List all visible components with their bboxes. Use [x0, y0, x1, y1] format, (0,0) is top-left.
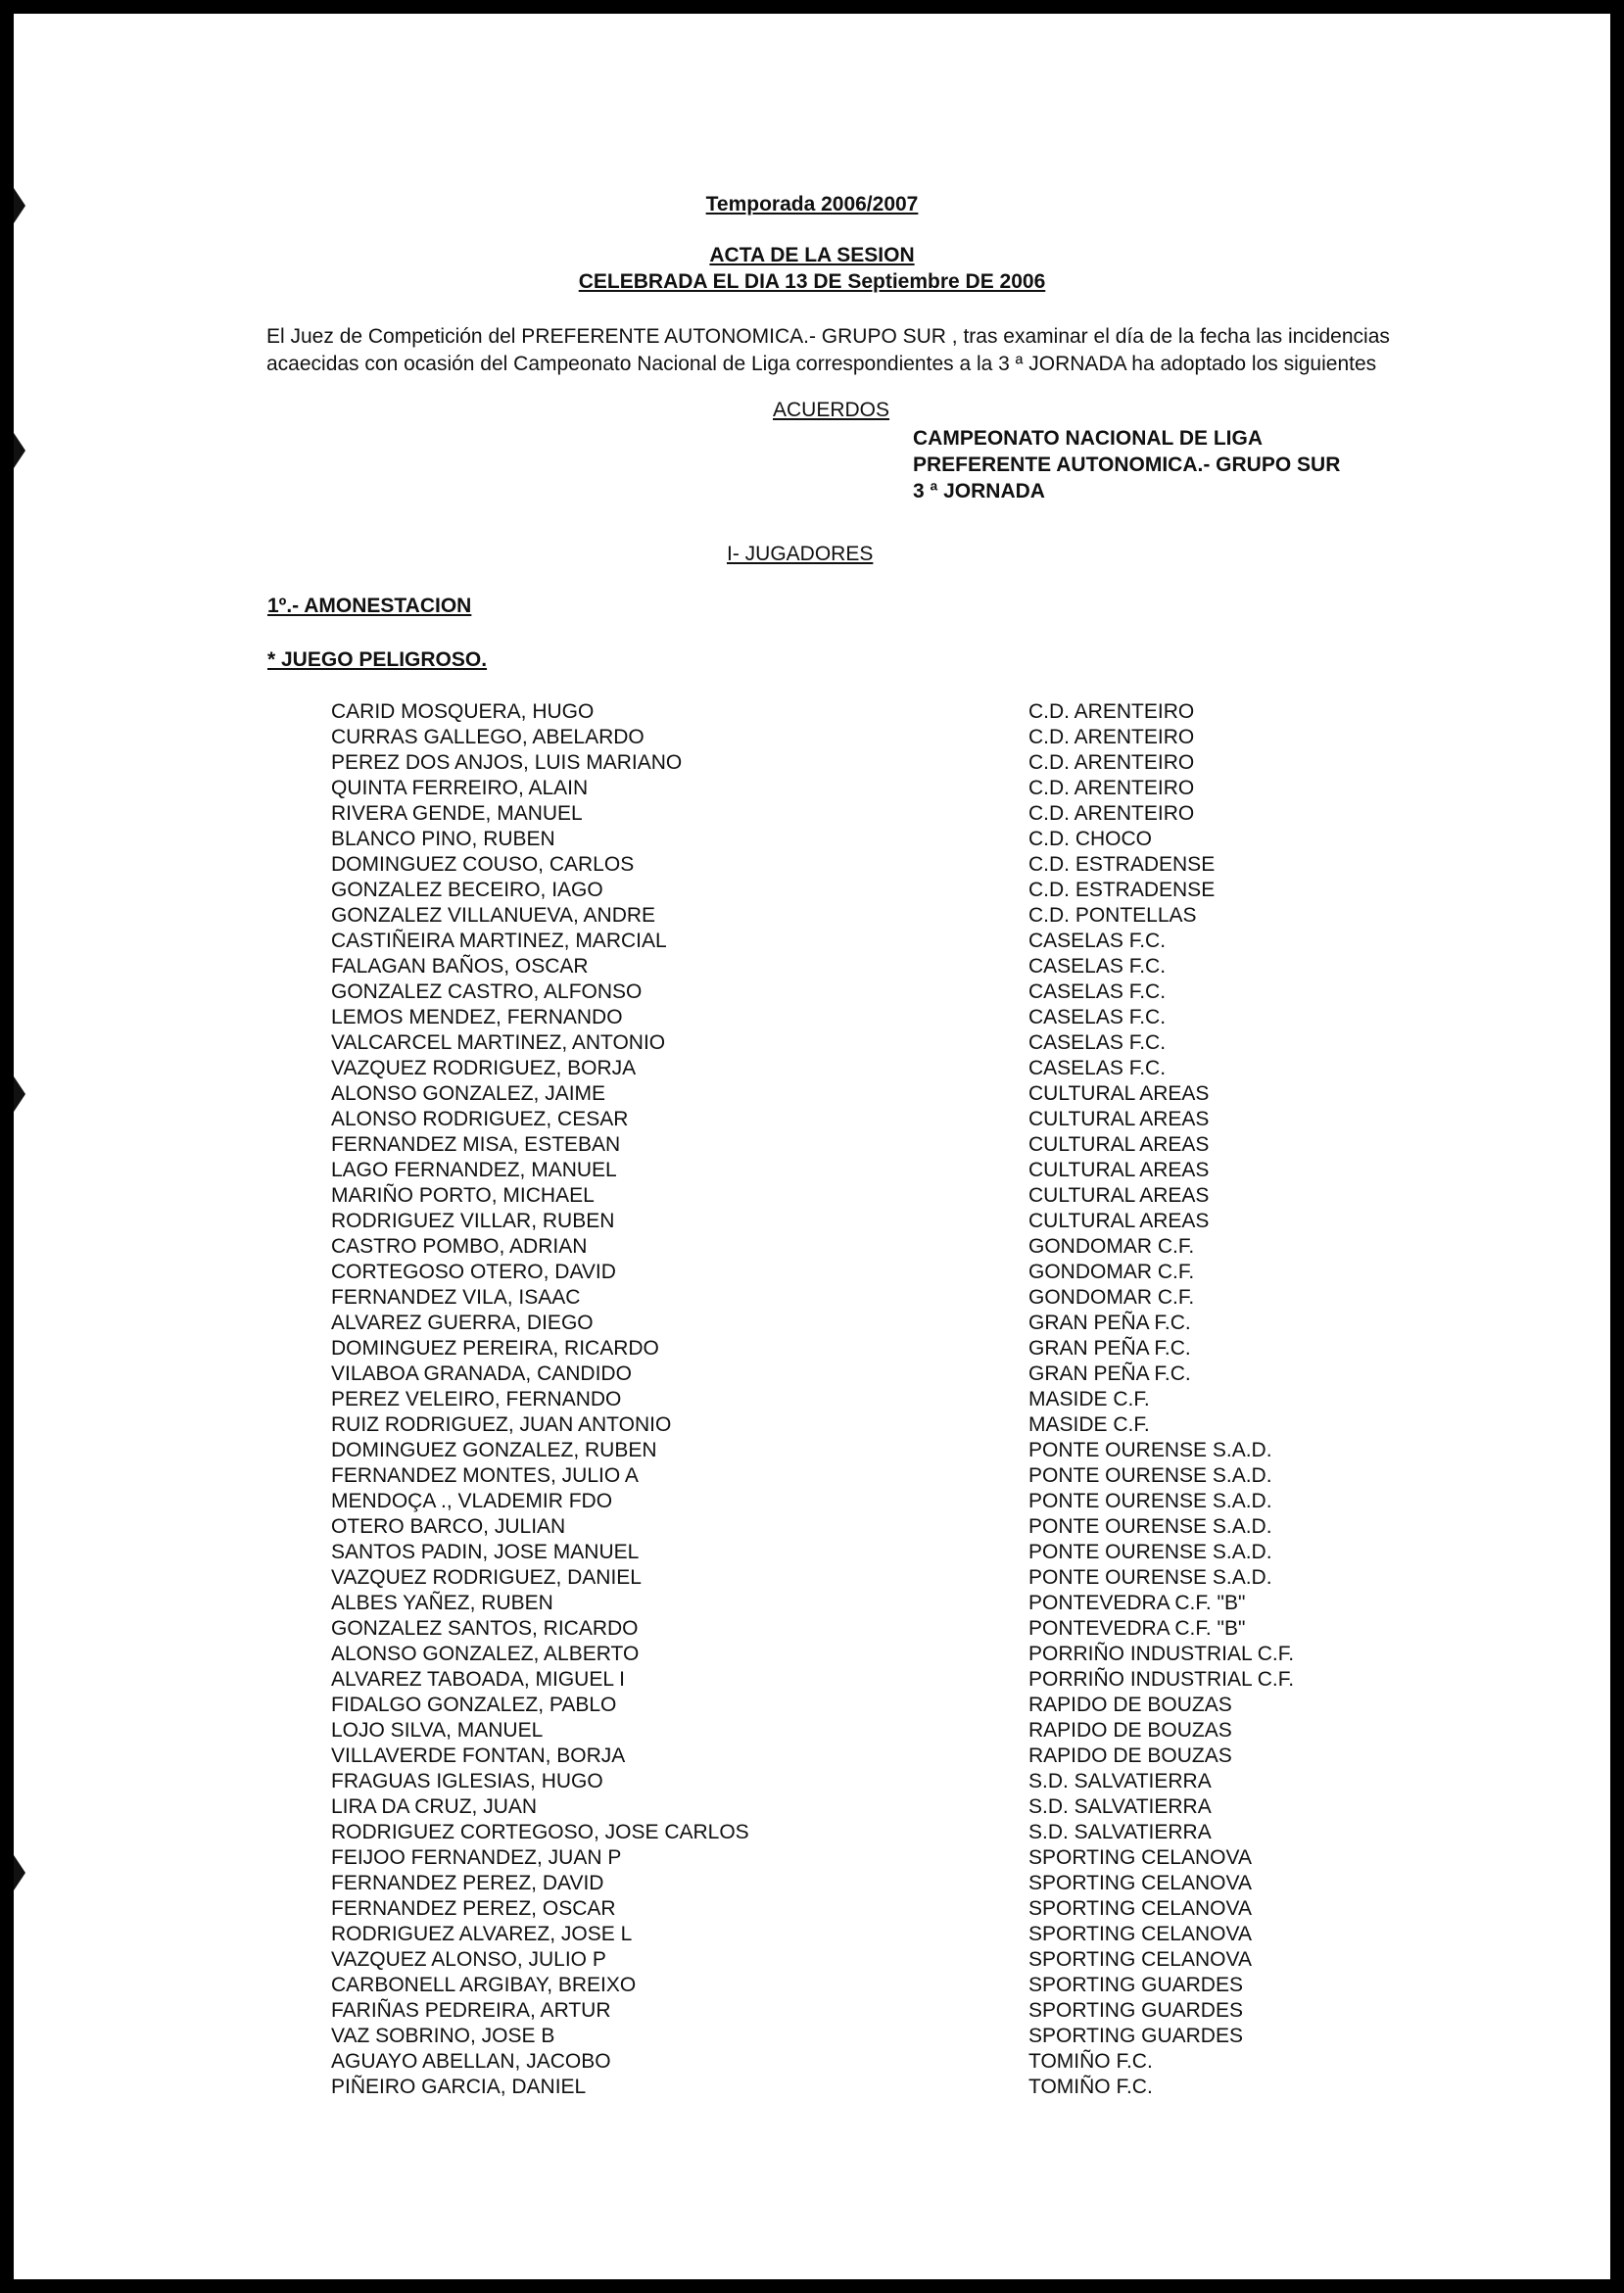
- championship-line: 3 ª JORNADA: [913, 480, 1045, 502]
- player-name: ALONSO GONZALEZ, JAIME: [331, 1082, 606, 1105]
- player-club: C.D. PONTELLAS: [1028, 904, 1197, 927]
- player-row: [331, 776, 1457, 801]
- player-club: TOMIÑO F.C.: [1028, 2050, 1153, 2073]
- player-name: GONZALEZ CASTRO, ALFONSO: [331, 980, 643, 1003]
- player-club: GRAN PEÑA F.C.: [1028, 1337, 1191, 1360]
- player-name: FARIÑAS PEDREIRA, ARTUR: [331, 1999, 611, 2022]
- player-club: CULTURAL AREAS: [1028, 1210, 1210, 1232]
- player-club: PORRIÑO INDUSTRIAL C.F.: [1028, 1643, 1295, 1665]
- player-club: CULTURAL AREAS: [1028, 1133, 1210, 1156]
- player-row: [331, 725, 1457, 750]
- player-club: MASIDE C.F.: [1028, 1388, 1150, 1410]
- player-club: S.D. SALVATIERRA: [1028, 1795, 1212, 1818]
- player-club: PONTE OURENSE S.A.D.: [1028, 1464, 1272, 1487]
- player-name: RIVERA GENDE, MANUEL: [331, 802, 583, 825]
- player-row: [331, 1005, 1457, 1030]
- player-name: ALONSO RODRIGUEZ, CESAR: [331, 1108, 629, 1130]
- player-row: [331, 1794, 1457, 1820]
- player-club: SPORTING CELANOVA: [1028, 1897, 1252, 1920]
- player-name: MENDOÇA ., VLADEMIR FDO: [331, 1490, 613, 1512]
- player-name: VILLAVERDE FONTAN, BORJA: [331, 1744, 626, 1767]
- player-name: ALBES YAÑEZ, RUBEN: [331, 1592, 553, 1614]
- player-row: [331, 903, 1457, 929]
- player-name: VILABOA GRANADA, CANDIDO: [331, 1362, 632, 1385]
- player-name: CARBONELL ARGIBAY, BREIXO: [331, 1974, 637, 1996]
- player-name: FERNANDEZ MONTES, JULIO A: [331, 1464, 639, 1487]
- player-club: TOMIÑO F.C.: [1028, 2076, 1153, 2098]
- player-row: [331, 827, 1457, 852]
- scan-edge-mark: [14, 1855, 25, 1890]
- player-club: RAPIDO DE BOUZAS: [1028, 1694, 1232, 1716]
- section-heading: I- JUGADORES: [727, 543, 874, 565]
- player-name: AGUAYO ABELLAN, JACOBO: [331, 2050, 611, 2073]
- player-club: RAPIDO DE BOUZAS: [1028, 1719, 1232, 1742]
- championship-line: PREFERENTE AUTONOMICA.- GRUPO SUR: [913, 454, 1341, 476]
- player-name: LIRA DA CRUZ, JUAN: [331, 1795, 538, 1818]
- player-club: PONTEVEDRA C.F. "B": [1028, 1617, 1246, 1640]
- player-club: GONDOMAR C.F.: [1028, 1261, 1195, 1283]
- player-row: [331, 750, 1457, 776]
- player-name: VAZ SOBRINO, JOSE B: [331, 2025, 555, 2047]
- player-name: VAZQUEZ RODRIGUEZ, BORJA: [331, 1057, 637, 1079]
- player-row: [331, 801, 1457, 827]
- scan-edge-mark: [14, 1076, 25, 1112]
- player-club: C.D. ARENTEIRO: [1028, 751, 1195, 774]
- player-name: GONZALEZ SANTOS, RICARDO: [331, 1617, 639, 1640]
- player-row: [331, 1667, 1457, 1693]
- player-name: CORTEGOSO OTERO, DAVID: [331, 1261, 616, 1283]
- intro-paragraph: [266, 323, 1491, 378]
- player-name: CASTIÑEIRA MARTINEZ, MARCIAL: [331, 930, 667, 952]
- document-page: [14, 14, 1610, 2279]
- player-row: [331, 1336, 1457, 1361]
- player-club: S.D. SALVATIERRA: [1028, 1770, 1212, 1792]
- player-club: CASELAS F.C.: [1028, 955, 1167, 978]
- player-row: [331, 954, 1457, 979]
- championship-line: CAMPEONATO NACIONAL DE LIGA: [913, 427, 1264, 450]
- player-row: [331, 2024, 1457, 2049]
- player-row: [331, 1463, 1457, 1489]
- player-row: [331, 1514, 1457, 1540]
- player-club: CASELAS F.C.: [1028, 1006, 1167, 1028]
- player-club: PONTE OURENSE S.A.D.: [1028, 1566, 1272, 1589]
- player-row: [331, 1260, 1457, 1285]
- player-row: [331, 1871, 1457, 1896]
- player-name: GONZALEZ BECEIRO, IAGO: [331, 879, 603, 901]
- player-club: MASIDE C.F.: [1028, 1413, 1150, 1436]
- player-name: ALONSO GONZALEZ, ALBERTO: [331, 1643, 640, 1665]
- player-row: [331, 1998, 1457, 2024]
- player-row: [331, 699, 1457, 725]
- player-club: C.D. ARENTEIRO: [1028, 726, 1195, 748]
- player-club: PORRIÑO INDUSTRIAL C.F.: [1028, 1668, 1295, 1691]
- intro-line: El Juez de Competición del PREFERENTE AUTONOMICA.- GRUPO SUR , tras examinar el día de la fecha las incidencias: [266, 325, 1390, 348]
- player-name: VAZQUEZ ALONSO, JULIO P: [331, 1948, 606, 1971]
- player-row: [331, 1769, 1457, 1794]
- player-name: FERNANDEZ PEREZ, DAVID: [331, 1872, 604, 1894]
- player-row: [331, 1489, 1457, 1514]
- player-row: [331, 1132, 1457, 1158]
- player-row: [331, 1616, 1457, 1642]
- player-name: GONZALEZ VILLANUEVA, ANDRE: [331, 904, 656, 927]
- scan-edge-mark: [14, 433, 25, 468]
- player-club: SPORTING GUARDES: [1028, 2025, 1243, 2047]
- player-name: RUIZ RODRIGUEZ, JUAN ANTONIO: [331, 1413, 672, 1436]
- player-name: RODRIGUEZ CORTEGOSO, JOSE CARLOS: [331, 1821, 749, 1843]
- player-name: DOMINGUEZ GONZALEZ, RUBEN: [331, 1439, 657, 1461]
- player-row: [331, 929, 1457, 954]
- player-row: [331, 1183, 1457, 1209]
- player-club: CULTURAL AREAS: [1028, 1184, 1210, 1207]
- player-name: VAZQUEZ RODRIGUEZ, DANIEL: [331, 1566, 642, 1589]
- player-club: SPORTING CELANOVA: [1028, 1923, 1252, 1945]
- player-name: VALCARCEL MARTINEZ, ANTONIO: [331, 1031, 666, 1054]
- player-club: C.D. ARENTEIRO: [1028, 802, 1195, 825]
- player-row: [331, 2075, 1457, 2100]
- player-name: FEIJOO FERNANDEZ, JUAN P: [331, 1846, 622, 1869]
- player-club: SPORTING GUARDES: [1028, 1999, 1243, 2022]
- player-name: RODRIGUEZ VILLAR, RUBEN: [331, 1210, 615, 1232]
- player-name: PIÑEIRO GARCIA, DANIEL: [331, 2076, 587, 2098]
- player-club: GRAN PEÑA F.C.: [1028, 1362, 1191, 1385]
- player-club: C.D. ARENTEIRO: [1028, 777, 1195, 799]
- player-club: PONTE OURENSE S.A.D.: [1028, 1439, 1272, 1461]
- player-club: GONDOMAR C.F.: [1028, 1235, 1195, 1258]
- player-name: FERNANDEZ MISA, ESTEBAN: [331, 1133, 621, 1156]
- player-row: [331, 1642, 1457, 1667]
- player-club: RAPIDO DE BOUZAS: [1028, 1744, 1232, 1767]
- player-row: [331, 1540, 1457, 1565]
- player-row: [331, 1412, 1457, 1438]
- player-row: [331, 1845, 1457, 1871]
- player-club: CASELAS F.C.: [1028, 930, 1167, 952]
- player-club: GONDOMAR C.F.: [1028, 1286, 1195, 1309]
- player-row: [331, 2049, 1457, 2075]
- player-name: LAGO FERNANDEZ, MANUEL: [331, 1159, 617, 1181]
- player-row: [331, 1744, 1457, 1769]
- player-row: [331, 1565, 1457, 1591]
- player-club: GRAN PEÑA F.C.: [1028, 1312, 1191, 1334]
- player-club: C.D. CHOCO: [1028, 828, 1152, 850]
- player-name: LOJO SILVA, MANUEL: [331, 1719, 544, 1742]
- player-club: CULTURAL AREAS: [1028, 1159, 1210, 1181]
- player-row: [331, 1107, 1457, 1132]
- player-name: PEREZ VELEIRO, FERNANDO: [331, 1388, 622, 1410]
- player-row: [331, 1591, 1457, 1616]
- player-club: C.D. ESTRADENSE: [1028, 853, 1216, 876]
- player-club: C.D. ARENTEIRO: [1028, 700, 1195, 723]
- player-name: ALVAREZ GUERRA, DIEGO: [331, 1312, 594, 1334]
- player-row: [331, 1693, 1457, 1718]
- player-row: [331, 1361, 1457, 1387]
- player-name: RODRIGUEZ ALVAREZ, JOSE L: [331, 1923, 633, 1945]
- player-row: [331, 1947, 1457, 1973]
- player-row: [331, 1209, 1457, 1234]
- player-club: S.D. SALVATIERRA: [1028, 1821, 1212, 1843]
- acta-heading: ACTA DE LA SESION: [709, 244, 915, 266]
- player-name: BLANCO PINO, RUBEN: [331, 828, 555, 850]
- player-club: CASELAS F.C.: [1028, 980, 1167, 1003]
- player-name: CASTRO POMBO, ADRIAN: [331, 1235, 588, 1258]
- players-list: [331, 699, 1457, 2100]
- player-row: [331, 1311, 1457, 1336]
- player-name: QUINTA FERREIRO, ALAIN: [331, 777, 589, 799]
- player-name: FALAGAN BAÑOS, OSCAR: [331, 955, 589, 978]
- player-row: [331, 878, 1457, 903]
- category-heading: * JUEGO PELIGROSO.: [267, 648, 488, 671]
- player-row: [331, 1030, 1457, 1056]
- player-row: [331, 1234, 1457, 1260]
- player-club: C.D. ESTRADENSE: [1028, 879, 1216, 901]
- championship-block: [913, 425, 1340, 504]
- acuerdos-heading: ACUERDOS: [773, 399, 890, 421]
- player-club: PONTE OURENSE S.A.D.: [1028, 1515, 1272, 1538]
- player-name: SANTOS PADIN, JOSE MANUEL: [331, 1541, 640, 1563]
- player-club: PONTE OURENSE S.A.D.: [1028, 1541, 1272, 1563]
- player-club: CASELAS F.C.: [1028, 1031, 1167, 1054]
- player-row: [331, 1438, 1457, 1463]
- player-row: [331, 979, 1457, 1005]
- intro-line: acaecidas con ocasión del Campeonato Nacional de Liga correspondientes a la 3 ª JORNADA ha adoptado los siguientes: [266, 353, 1377, 375]
- player-row: [331, 1158, 1457, 1183]
- player-name: MARIÑO PORTO, MICHAEL: [331, 1184, 595, 1207]
- player-name: PEREZ DOS ANJOS, LUIS MARIANO: [331, 751, 683, 774]
- player-club: SPORTING CELANOVA: [1028, 1872, 1252, 1894]
- player-row: [331, 1973, 1457, 1998]
- player-name: ALVAREZ TABOADA, MIGUEL I: [331, 1668, 625, 1691]
- player-club: SPORTING CELANOVA: [1028, 1846, 1252, 1869]
- player-club: CASELAS F.C.: [1028, 1057, 1167, 1079]
- player-name: FERNANDEZ PEREZ, OSCAR: [331, 1897, 616, 1920]
- player-row: [331, 1922, 1457, 1947]
- player-name: CURRAS GALLEGO, ABELARDO: [331, 726, 645, 748]
- player-name: DOMINGUEZ COUSO, CARLOS: [331, 853, 635, 876]
- player-row: [331, 1820, 1457, 1845]
- player-row: [331, 1285, 1457, 1311]
- player-name: OTERO BARCO, JULIAN: [331, 1515, 566, 1538]
- player-row: [331, 1896, 1457, 1922]
- player-club: CULTURAL AREAS: [1028, 1108, 1210, 1130]
- player-name: LEMOS MENDEZ, FERNANDO: [331, 1006, 623, 1028]
- player-row: [331, 1387, 1457, 1412]
- player-club: CULTURAL AREAS: [1028, 1082, 1210, 1105]
- player-name: FIDALGO GONZALEZ, PABLO: [331, 1694, 617, 1716]
- player-club: SPORTING GUARDES: [1028, 1974, 1243, 1996]
- player-row: [331, 1081, 1457, 1107]
- season-heading: Temporada 2006/2007: [705, 193, 919, 215]
- player-club: PONTEVEDRA C.F. "B": [1028, 1592, 1246, 1614]
- player-name: DOMINGUEZ PEREIRA, RICARDO: [331, 1337, 659, 1360]
- sanction-heading: 1º.- AMONESTACION: [267, 595, 472, 617]
- session-date-heading: CELEBRADA EL DIA 13 DE Septiembre DE 2006: [578, 270, 1046, 293]
- player-row: [331, 852, 1457, 878]
- player-row: [331, 1056, 1457, 1081]
- player-club: SPORTING CELANOVA: [1028, 1948, 1252, 1971]
- player-name: FERNANDEZ VILA, ISAAC: [331, 1286, 581, 1309]
- player-club: PONTE OURENSE S.A.D.: [1028, 1490, 1272, 1512]
- player-name: FRAGUAS IGLESIAS, HUGO: [331, 1770, 603, 1792]
- player-name: CARID MOSQUERA, HUGO: [331, 700, 595, 723]
- player-row: [331, 1718, 1457, 1744]
